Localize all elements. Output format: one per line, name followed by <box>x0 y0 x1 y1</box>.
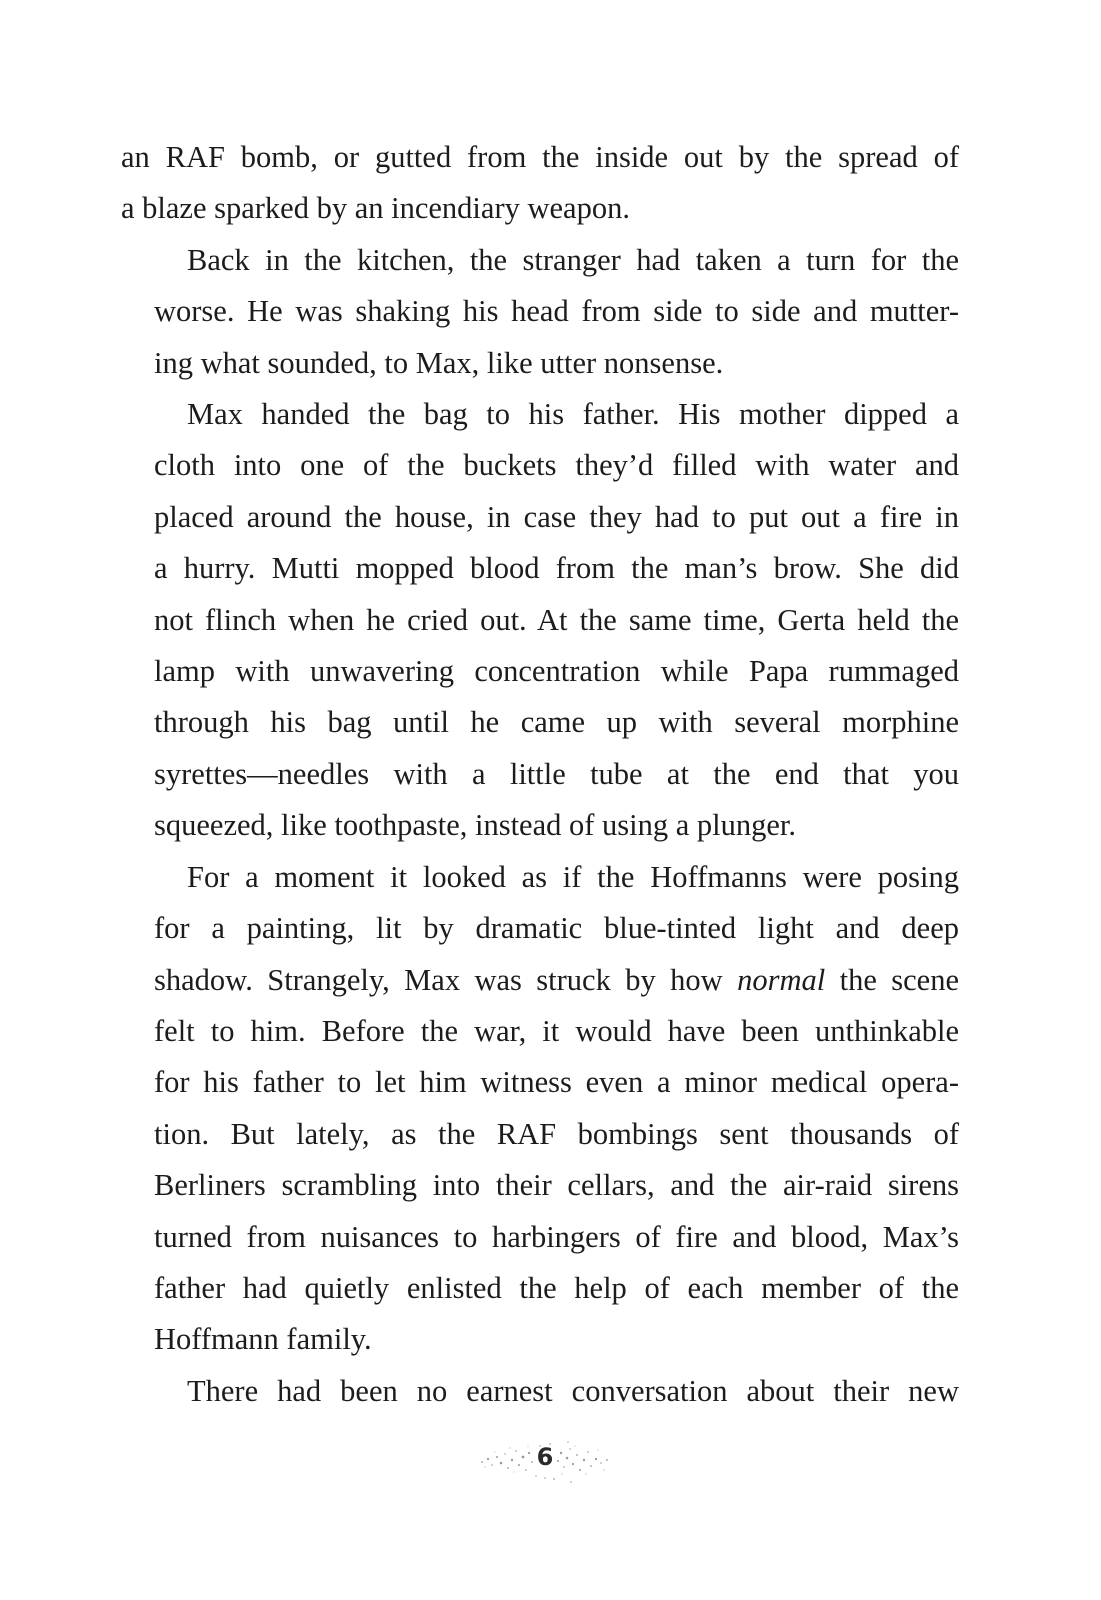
paragraph-4 <box>121 852 959 1366</box>
text-line: through his bag until he came up with several morphine <box>154 705 959 740</box>
paragraph-1 <box>121 132 959 235</box>
text-line: squeezed, like toothpaste, instead of using a plunger. <box>154 808 797 843</box>
page-number-block <box>470 1432 620 1492</box>
text-segment: the scene <box>825 962 959 997</box>
text-line: an RAF bomb, or gutted from the inside out by the spread of <box>121 140 959 174</box>
text-line: worse. He was shaking his head from side to side and mutter- <box>154 294 959 329</box>
text-line: tion. But lately, as the RAF bombings sent thousands of <box>154 1116 959 1151</box>
text-line: lamp with unwavering concentration while Papa rummaged <box>154 654 959 689</box>
text-line: cloth into one of the buckets they’d filled with water and <box>154 448 959 483</box>
italic-word: normal <box>737 962 826 997</box>
text-line: a hurry. Mutti mopped blood from the man’s brow. She did <box>154 551 959 586</box>
text-line: for his father to let him witness even a minor medical opera- <box>154 1065 959 1100</box>
text-line: a blaze sparked by an incendiary weapon. <box>121 191 630 226</box>
text-line: Back in the kitchen, the stranger had taken a turn for the <box>187 242 959 277</box>
text-line: Max handed the bag to his father. His mother dipped a <box>187 397 959 432</box>
text-line-with-italic <box>121 955 959 1006</box>
paragraph-2 <box>121 235 959 389</box>
text-line: Hoffmann family. <box>154 1322 372 1357</box>
text-line: syrettes—needles with a little tube at the end that you <box>154 756 959 791</box>
page-number: 6 <box>536 1443 554 1471</box>
paragraph-3 <box>121 389 959 852</box>
text-line: Berliners scrambling into their cellars, and the air-raid sirens <box>154 1168 959 1203</box>
paragraph-5 <box>121 1366 959 1417</box>
text-line: ing what sounded, to Max, like utter nonsense. <box>154 345 724 380</box>
text-segment: shadow. Strangely, Max was struck by how <box>154 962 738 997</box>
body-text <box>121 132 959 1417</box>
text-line: for a painting, lit by dramatic blue-tinted light and deep <box>154 911 959 946</box>
text-line: placed around the house, in case they had to put out a fire in <box>154 499 959 534</box>
text-line: not flinch when he cried out. At the same time, Gerta held the <box>154 602 959 637</box>
text-line: For a moment it looked as if the Hoffmanns were posing <box>187 859 959 894</box>
text-line: father had quietly enlisted the help of each member of the <box>154 1270 959 1305</box>
text-line: turned from nuisances to harbingers of fire and blood, Max’s <box>154 1219 959 1254</box>
text-line: felt to him. Before the war, it would have been unthinkable <box>154 1013 959 1048</box>
text-line: There had been no earnest conversation about their new <box>187 1373 959 1408</box>
